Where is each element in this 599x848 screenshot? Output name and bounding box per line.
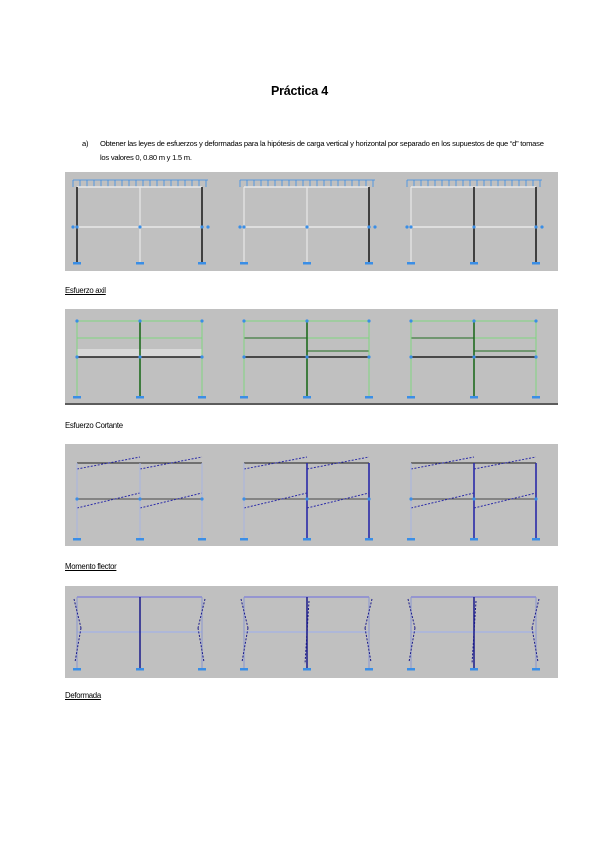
cortante-drawing bbox=[65, 444, 558, 546]
caption-momento: Momento flector bbox=[65, 562, 117, 571]
node-icon bbox=[138, 355, 141, 358]
node-icon bbox=[367, 355, 370, 358]
momento-drawing bbox=[65, 586, 558, 678]
node-icon bbox=[75, 225, 78, 228]
shear-diagram bbox=[307, 493, 369, 508]
node-icon bbox=[75, 355, 78, 358]
node-icon bbox=[200, 497, 203, 500]
node-icon bbox=[242, 497, 245, 500]
node-icon bbox=[242, 355, 245, 358]
node-icon bbox=[367, 319, 370, 322]
node-icon bbox=[305, 225, 308, 228]
support-icon bbox=[407, 538, 415, 541]
support-icon bbox=[136, 262, 144, 265]
node-icon bbox=[242, 319, 245, 322]
node-icon bbox=[472, 225, 475, 228]
node-icon bbox=[138, 319, 141, 322]
shear-diagram bbox=[244, 493, 307, 508]
node-icon bbox=[540, 225, 543, 228]
support-icon bbox=[136, 538, 144, 541]
support-icon bbox=[303, 262, 311, 265]
cortante-figure bbox=[65, 444, 558, 546]
shear-diagram bbox=[474, 493, 536, 508]
support-icon bbox=[365, 262, 373, 265]
node-icon bbox=[534, 319, 537, 322]
moment-diagram bbox=[365, 628, 371, 662]
page-title: Práctica 4 bbox=[270, 84, 329, 98]
node-icon bbox=[367, 225, 370, 228]
axil-drawing bbox=[65, 309, 558, 405]
node-icon bbox=[238, 225, 241, 228]
item-text: Obtener las leyes de esfuerzos y deformadas para la hipótesis de carga vertical y horizontal por separado en los supuestos de que “d” tomase los valores 0, 0.80 m y 1.5 m. bbox=[100, 139, 544, 162]
support-icon bbox=[198, 396, 206, 399]
support-icon bbox=[240, 668, 248, 671]
node-icon bbox=[409, 355, 412, 358]
caption-cortante: Esfuerzo Cortante bbox=[65, 421, 123, 430]
node-icon bbox=[71, 225, 74, 228]
moment-diagram bbox=[198, 628, 204, 662]
caption-deformada: Deformada bbox=[65, 691, 101, 700]
node-icon bbox=[242, 225, 245, 228]
support-icon bbox=[532, 262, 540, 265]
support-icon bbox=[240, 262, 248, 265]
support-icon bbox=[407, 262, 415, 265]
node-icon bbox=[200, 355, 203, 358]
shear-diagram bbox=[77, 493, 140, 508]
node-icon bbox=[534, 497, 537, 500]
node-icon bbox=[138, 225, 141, 228]
moment-diagram bbox=[532, 628, 538, 662]
axil-figure bbox=[65, 309, 558, 405]
support-icon bbox=[365, 538, 373, 541]
support-icon bbox=[470, 262, 478, 265]
support-icon bbox=[73, 668, 81, 671]
support-icon bbox=[136, 396, 144, 399]
node-icon bbox=[305, 497, 308, 500]
momento-figure bbox=[65, 586, 558, 678]
support-icon bbox=[73, 538, 81, 541]
support-icon bbox=[73, 262, 81, 265]
node-icon bbox=[305, 355, 308, 358]
support-icon bbox=[407, 668, 415, 671]
support-icon bbox=[303, 668, 311, 671]
support-icon bbox=[470, 396, 478, 399]
support-icon bbox=[470, 538, 478, 541]
moment-diagram bbox=[409, 628, 415, 662]
support-icon bbox=[136, 668, 144, 671]
support-icon bbox=[73, 396, 81, 399]
support-icon bbox=[532, 538, 540, 541]
support-icon bbox=[240, 538, 248, 541]
shear-diagram bbox=[140, 493, 202, 508]
node-icon bbox=[138, 497, 141, 500]
node-icon bbox=[534, 355, 537, 358]
node-icon bbox=[200, 225, 203, 228]
node-icon bbox=[367, 497, 370, 500]
support-icon bbox=[407, 396, 415, 399]
node-icon bbox=[472, 319, 475, 322]
node-icon bbox=[373, 225, 376, 228]
moment-diagram bbox=[75, 628, 81, 662]
support-icon bbox=[365, 396, 373, 399]
support-icon bbox=[470, 668, 478, 671]
support-icon bbox=[198, 668, 206, 671]
node-icon bbox=[305, 319, 308, 322]
support-icon bbox=[240, 396, 248, 399]
support-icon bbox=[365, 668, 373, 671]
support-icon bbox=[198, 538, 206, 541]
frames-loads-drawing bbox=[65, 172, 558, 271]
node-icon bbox=[472, 355, 475, 358]
support-icon bbox=[532, 668, 540, 671]
support-icon bbox=[303, 538, 311, 541]
node-icon bbox=[75, 497, 78, 500]
node-icon bbox=[472, 497, 475, 500]
node-icon bbox=[200, 319, 203, 322]
support-icon bbox=[303, 396, 311, 399]
moment-diagram bbox=[242, 628, 248, 662]
item-marker: a) bbox=[82, 139, 89, 148]
caption-axil: Esfuerzo axil bbox=[65, 286, 106, 295]
frames-loads-figure bbox=[65, 172, 558, 271]
support-icon bbox=[198, 262, 206, 265]
node-icon bbox=[409, 319, 412, 322]
node-icon bbox=[405, 225, 408, 228]
shear-diagram bbox=[411, 493, 474, 508]
node-icon bbox=[409, 497, 412, 500]
node-icon bbox=[409, 225, 412, 228]
node-icon bbox=[534, 225, 537, 228]
support-icon bbox=[532, 396, 540, 399]
node-icon bbox=[75, 319, 78, 322]
node-icon bbox=[206, 225, 209, 228]
